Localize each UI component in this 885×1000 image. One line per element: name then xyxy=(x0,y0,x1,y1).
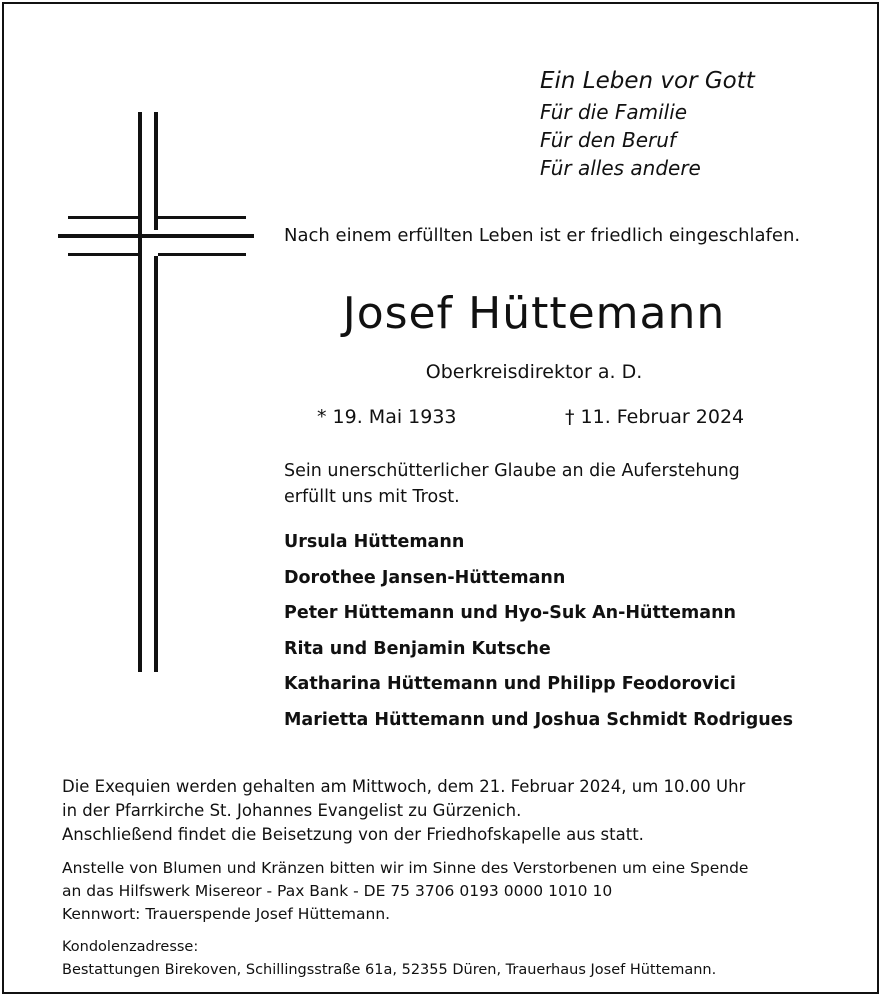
donation-line: Kennwort: Trauerspende Josef Hüttemann. xyxy=(62,905,391,923)
intro-text: Nach einem erfüllten Leben ist er friedlich eingeschlafen. xyxy=(284,225,801,246)
faith-line: erfüllt uns mit Trost. xyxy=(284,487,460,507)
condolence-label: Kondolenzadresse: xyxy=(62,939,199,955)
death-date: † 11. Februar 2024 xyxy=(565,406,745,428)
faith-line: Sein unerschütterlicher Glaube an die Auferstehung xyxy=(284,461,740,481)
funeral-line: in der Pfarrkirche St. Johannes Evangelist zu Gürzenich. xyxy=(62,801,522,820)
donation-line: Anstelle von Blumen und Kränzen bitten wir im Sinne des Verstorbenen um eine Spende xyxy=(62,859,749,877)
mourner-name: Katharina Hüttemann und Philipp Feodorovici xyxy=(284,674,736,694)
condolence-text: Bestattungen Birekoven, Schillingsstraße 61a, 52355 Düren, Trauerhaus Josef Hüttemann. xyxy=(62,962,717,978)
deceased-title: Oberkreisdirektor a. D. xyxy=(425,361,643,383)
funeral-line: Anschließend findet die Beisetzung von der Friedhofskapelle aus statt. xyxy=(62,825,644,844)
mourner-name: Marietta Hüttemann und Joshua Schmidt Rodrigues xyxy=(284,709,793,730)
mourner-name: Ursula Hüttemann xyxy=(284,532,465,552)
deceased-name: Josef Hüttemann xyxy=(342,288,726,339)
mourner-name: Rita und Benjamin Kutsche xyxy=(284,638,551,659)
mourner-name: Dorothee Jansen-Hüttemann xyxy=(284,567,566,588)
mourner-name: Peter Hüttemann und Hyo-Suk An-Hüttemann xyxy=(284,603,737,623)
motto-line: Für den Beruf xyxy=(540,128,676,152)
cross-icon xyxy=(58,112,254,672)
donation-line: an das Hilfswerk Misereor - Pax Bank - DE 75 3706 0193 0000 1010 10 xyxy=(62,882,613,900)
donation-details xyxy=(62,857,748,926)
motto-line: Ein Leben vor Gott xyxy=(540,68,755,94)
motto-line: Für die Familie xyxy=(540,100,688,124)
birth-date: * 19. Mai 1933 xyxy=(317,406,457,428)
motto xyxy=(540,64,755,182)
faith-text xyxy=(284,458,740,510)
motto-line: Für alles andere xyxy=(540,156,701,180)
mourners-list xyxy=(284,525,793,738)
funeral-details xyxy=(62,775,745,847)
condolence-address xyxy=(62,936,716,982)
funeral-line: Die Exequien werden gehalten am Mittwoch, dem 21. Februar 2024, um 10.00 Uhr xyxy=(62,777,746,796)
